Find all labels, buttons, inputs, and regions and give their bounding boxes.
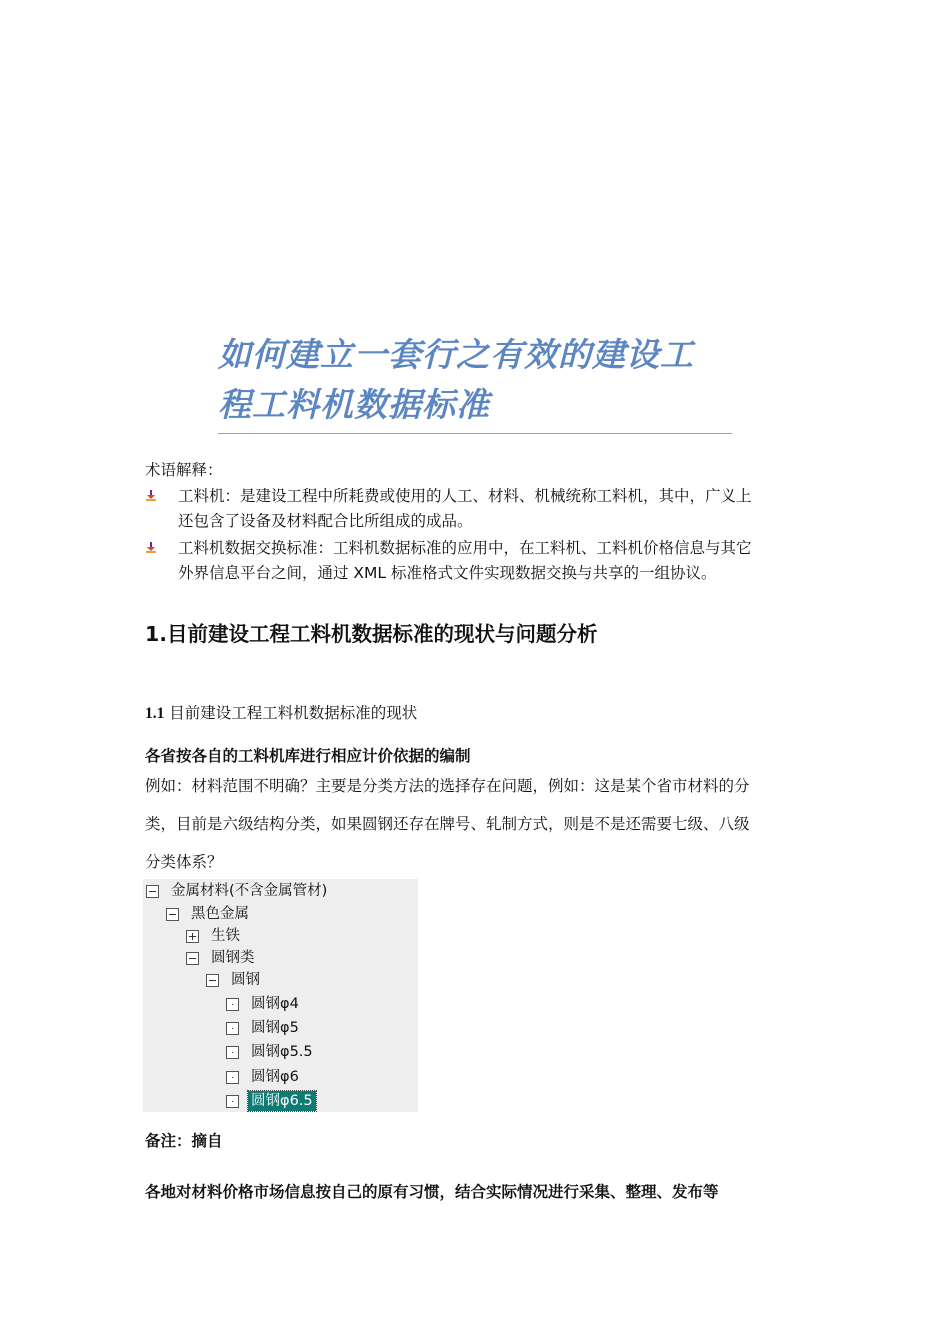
subsection-number: 1.1 xyxy=(145,705,165,722)
tree-node-label: 圆钢 xyxy=(231,972,260,988)
term-2-line-2: 外界信息平台之间，通过 XML 标准格式文件实现数据交换与共享的一组协议。 xyxy=(178,564,717,582)
subsection-text: 目前建设工程工料机数据标准的现状 xyxy=(164,704,418,722)
paragraph-line: 分类体系？ xyxy=(145,853,223,871)
leaf-node-icon xyxy=(226,998,239,1011)
tree-node xyxy=(186,926,243,946)
list-item xyxy=(145,536,815,586)
expand-icon xyxy=(186,930,199,943)
tree-node-label: 生铁 xyxy=(211,928,240,944)
material-tree-screenshot xyxy=(143,879,418,1112)
list-item xyxy=(145,484,815,534)
bold-statement: 各省按各自的工料机库进行相应计价依据的编制 xyxy=(145,747,471,765)
tree-node-label: 金属材料(不含金属管材) xyxy=(171,883,328,899)
tree-node xyxy=(226,1067,302,1087)
tree-node-label: 圆钢φ6 xyxy=(251,1069,299,1085)
term-1-line-2: 还包含了设备及材料配合比所组成的成品。 xyxy=(178,512,473,530)
term-2-line-1: 工料机数据交换标准：工料机数据标准的应用中，在工料机、工料机价格信息与其它 xyxy=(178,539,752,557)
title-line-1: 如何建立一套行之有效的建设工 xyxy=(218,335,694,374)
section-heading: 1.目前建设工程工料机数据标准的现状与问题分析 xyxy=(145,622,598,646)
arrow-bullet-icon xyxy=(145,490,157,502)
term-1-line-1: 工料机：是建设工程中所耗费或使用的人工、材料、机械统称工料机，其中，广义上 xyxy=(178,487,752,505)
document-title xyxy=(218,330,748,430)
tree-node-label: 圆钢类 xyxy=(211,950,255,966)
tree-node xyxy=(186,948,258,968)
title-underline xyxy=(218,433,732,434)
tree-node xyxy=(146,881,330,901)
terms-list xyxy=(145,484,815,588)
tree-node-label-selected: 圆钢φ6.5 xyxy=(248,1091,316,1111)
example-paragraph xyxy=(145,767,809,881)
tree-node xyxy=(226,1042,316,1062)
leaf-node-icon xyxy=(226,1022,239,1035)
tree-node-label: 黑色金属 xyxy=(191,906,249,922)
leaf-node-icon xyxy=(226,1071,239,1084)
tree-node xyxy=(226,1018,302,1038)
collapse-icon xyxy=(206,974,219,987)
paragraph-line: 例如：材料范围不明确？主要是分类方法的选择存在问题，例如：这是某个省市材料的分 xyxy=(145,777,750,795)
bold-statement: 各地对材料价格市场信息按自己的原有习惯，结合实际情况进行采集、整理、发布等 xyxy=(145,1183,719,1201)
leaf-node-icon xyxy=(226,1095,239,1108)
tree-node xyxy=(226,1091,316,1111)
paragraph-line: 类，目前是六级结构分类，如果圆钢还存在牌号、轧制方式，则是不是还需要七级、八级 xyxy=(145,815,750,833)
collapse-icon xyxy=(166,908,179,921)
subsection-heading xyxy=(145,702,417,725)
collapse-icon xyxy=(186,952,199,965)
tree-node-label: 圆钢φ5 xyxy=(251,1020,299,1036)
note-line: 备注：摘自 xyxy=(145,1132,223,1150)
arrow-bullet-icon xyxy=(145,542,157,554)
collapse-icon xyxy=(146,885,159,898)
title-line-2: 程工料机数据标准 xyxy=(218,385,490,424)
tree-node xyxy=(206,970,263,990)
terms-heading: 术语解释： xyxy=(145,461,223,479)
leaf-node-icon xyxy=(226,1046,239,1059)
tree-node xyxy=(166,904,252,924)
tree-node-label: 圆钢φ5.5 xyxy=(251,1044,313,1060)
tree-node xyxy=(226,994,302,1014)
tree-node-label: 圆钢φ4 xyxy=(251,996,299,1012)
